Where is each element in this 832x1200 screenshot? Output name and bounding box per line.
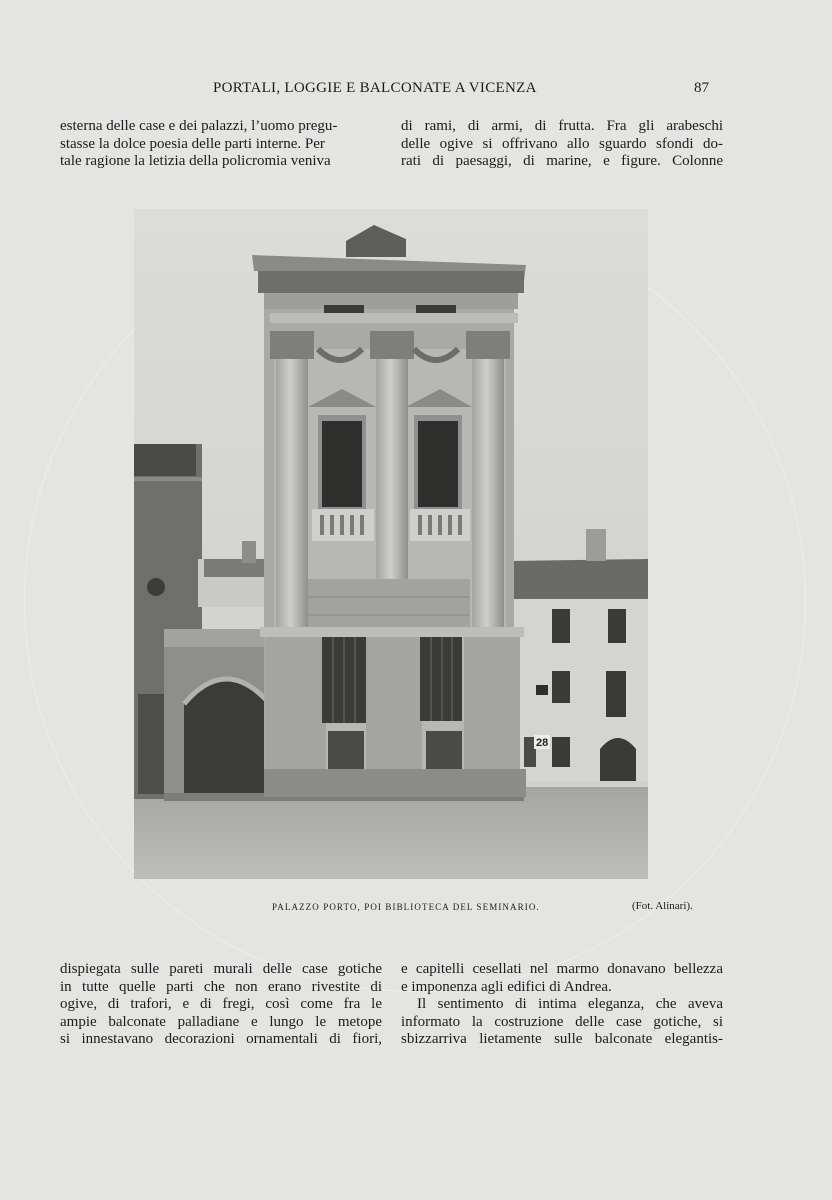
text-line: in tutte quelle parti che non erano rivestite di [60,978,382,995]
text-line: rati di paesaggi, di marine, e figure. Colonne [401,153,723,170]
text-line: si innestavano decorazioni ornamentali di fiori, [60,1031,382,1048]
running-head [0,80,832,100]
figure-caption: PALAZZO PORTO, POI BIBLIOTECA DEL SEMINARIO. [272,902,540,912]
text-line: e imponenza agli edifici di Andrea. [401,978,612,995]
top-right-column [401,118,723,171]
text-line: sbizzarriva lietamente sulle balconate elegantis- [401,1031,723,1048]
text-line: tale ragione la letizia della policromia veniva [60,153,331,170]
bottom-left-column [60,961,382,1049]
house-number: 28 [536,737,549,749]
text-line: delle ogive si offrivano allo sguardo sfondi do- [401,135,723,152]
text-line: dispiegata sulle pareti murali delle case gotiche [60,961,382,977]
text-line: ampie balconate palladiane e lungo le metope [60,1013,382,1030]
text-line: informato la costruzione delle case gotiche, si [401,1013,723,1030]
text-line: e capitelli cesellati nel marmo donavano bellezza [401,961,723,977]
bottom-right-column [401,961,723,1049]
text-line: Il sentimento di intima eleganza, che aveva [417,996,723,1013]
text-line: esterna delle case e dei palazzi, l’uomo pregu- [60,118,338,134]
text-line: ogive, di trafori, e di fregi, così come fra le [60,996,382,1013]
text-line: stasse la dolce poesia delle parti interne. Per [60,135,325,152]
photo-credit: (Fot. Alinari). [632,900,693,912]
running-title: PORTALI, LOGGIE E BALCONATE A VICENZA [213,80,537,96]
page-number: 87 [694,80,709,96]
top-left-column [60,118,382,171]
palazzo-porto-photo [134,209,648,879]
text-line: di rami, di armi, di frutta. Fra gli arabeschi [401,118,723,134]
